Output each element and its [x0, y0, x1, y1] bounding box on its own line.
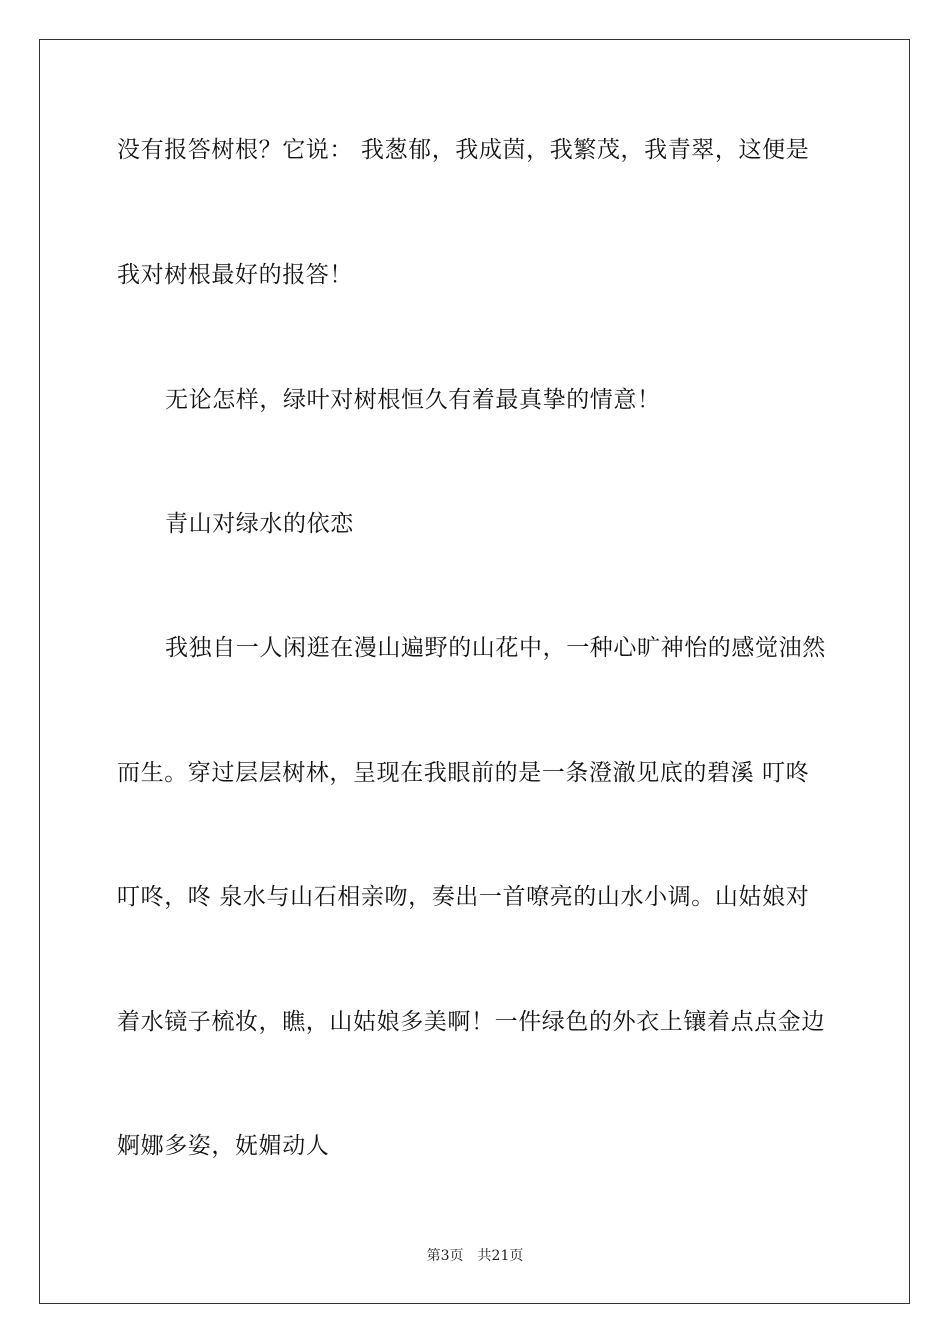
text-line-7: 叮咚，咚 泉水与山石相亲吻，奏出一首嘹亮的山水小调。山姑娘对 — [117, 884, 810, 910]
text-line-1: 没有报答树根？它说： 我葱郁，我成茵，我繁茂，我青翠，这便是 — [117, 137, 810, 163]
text-line-6: 而生。穿过层层树林，呈现在我眼前的是一条澄澈见底的碧溪 叮咚 — [117, 760, 810, 786]
text-line-2: 我对树根最好的报答！ — [117, 262, 353, 288]
page-footer — [0, 1246, 950, 1266]
page-number-current: 第3页 — [426, 1248, 464, 1264]
text-line-8: 着水镜子梳妆，瞧，山姑娘多美啊！一件绿色的外衣上镶着点点金边 — [117, 1009, 825, 1035]
text-line-9: 婀娜多姿，妩媚动人 — [117, 1133, 330, 1159]
section-heading: 青山对绿水的依恋 — [165, 511, 354, 537]
text-line-3: 无论怎样，绿叶对树根恒久有着最真挚的情意！ — [165, 387, 661, 413]
text-line-5: 我独自一人闲逛在漫山遍野的山花中，一种心旷神怡的感觉油然 — [165, 635, 826, 661]
page-number-total: 共21页 — [477, 1248, 524, 1264]
page-border — [39, 39, 910, 1304]
